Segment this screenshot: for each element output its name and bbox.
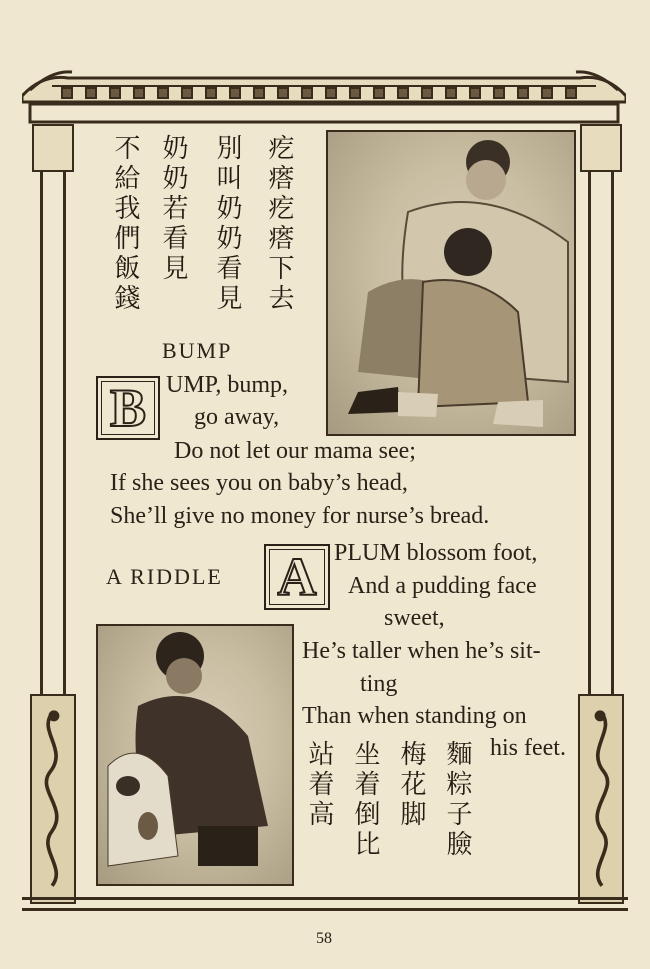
photo-illustration bbox=[98, 626, 292, 884]
poem-line: sweet, bbox=[384, 605, 445, 631]
poem-line: PLUM blossom foot, bbox=[334, 540, 538, 566]
pagoda-roof-frame bbox=[22, 66, 626, 124]
poem-line: Than when standing on bbox=[302, 703, 527, 729]
drop-cap-b: B bbox=[96, 376, 160, 440]
chinese-verse-column: 不給我們飯錢 bbox=[110, 134, 140, 314]
left-pillar bbox=[30, 124, 76, 914]
poem-title-riddle: A RIDDLE bbox=[106, 564, 223, 589]
drop-cap-a: A bbox=[264, 544, 330, 610]
poem-line: UMP, bump, bbox=[166, 372, 289, 398]
photo-child-with-dog bbox=[96, 624, 294, 886]
page-number: 58 bbox=[316, 930, 332, 947]
poem-line: And a pudding face bbox=[348, 573, 537, 599]
poem-line: go away, bbox=[194, 404, 280, 430]
chinese-verse-column: 坐着倒比 bbox=[350, 740, 380, 860]
pillar-shaft bbox=[588, 172, 614, 732]
poem-line: his feet. bbox=[490, 735, 566, 761]
photo-nurse-and-baby bbox=[326, 130, 576, 436]
chinese-verse-column: 別叫奶奶看見 bbox=[212, 134, 242, 314]
poem-line: She’ll give no money for nurse’s bread. bbox=[110, 503, 490, 529]
chinese-verse-column: 疙瘩疙瘩下去 bbox=[264, 134, 294, 314]
chinese-verse-column: 奶奶若看見 bbox=[158, 134, 188, 284]
photo-illustration bbox=[328, 132, 574, 434]
dragon-carving-icon bbox=[30, 694, 76, 904]
pillar-capital bbox=[580, 124, 622, 172]
poem-title-bump: BUMP bbox=[162, 338, 233, 363]
frame-base bbox=[22, 897, 628, 911]
right-pillar bbox=[578, 124, 624, 914]
poem-line: If she sees you on baby’s head, bbox=[110, 470, 408, 496]
dragon-carving-icon bbox=[578, 694, 624, 904]
poem-line: He’s taller when he’s sit- bbox=[302, 638, 541, 664]
chinese-verse-column: 麵粽子臉 bbox=[442, 740, 472, 860]
poem-line: ting bbox=[360, 671, 398, 697]
pillar-capital bbox=[32, 124, 74, 172]
poem-line: Do not let our mama see; bbox=[174, 438, 416, 464]
chinese-verse-column: 站着高 bbox=[304, 740, 334, 830]
chinese-verse-column: 梅花脚 bbox=[396, 740, 426, 830]
pillar-shaft bbox=[40, 172, 66, 732]
